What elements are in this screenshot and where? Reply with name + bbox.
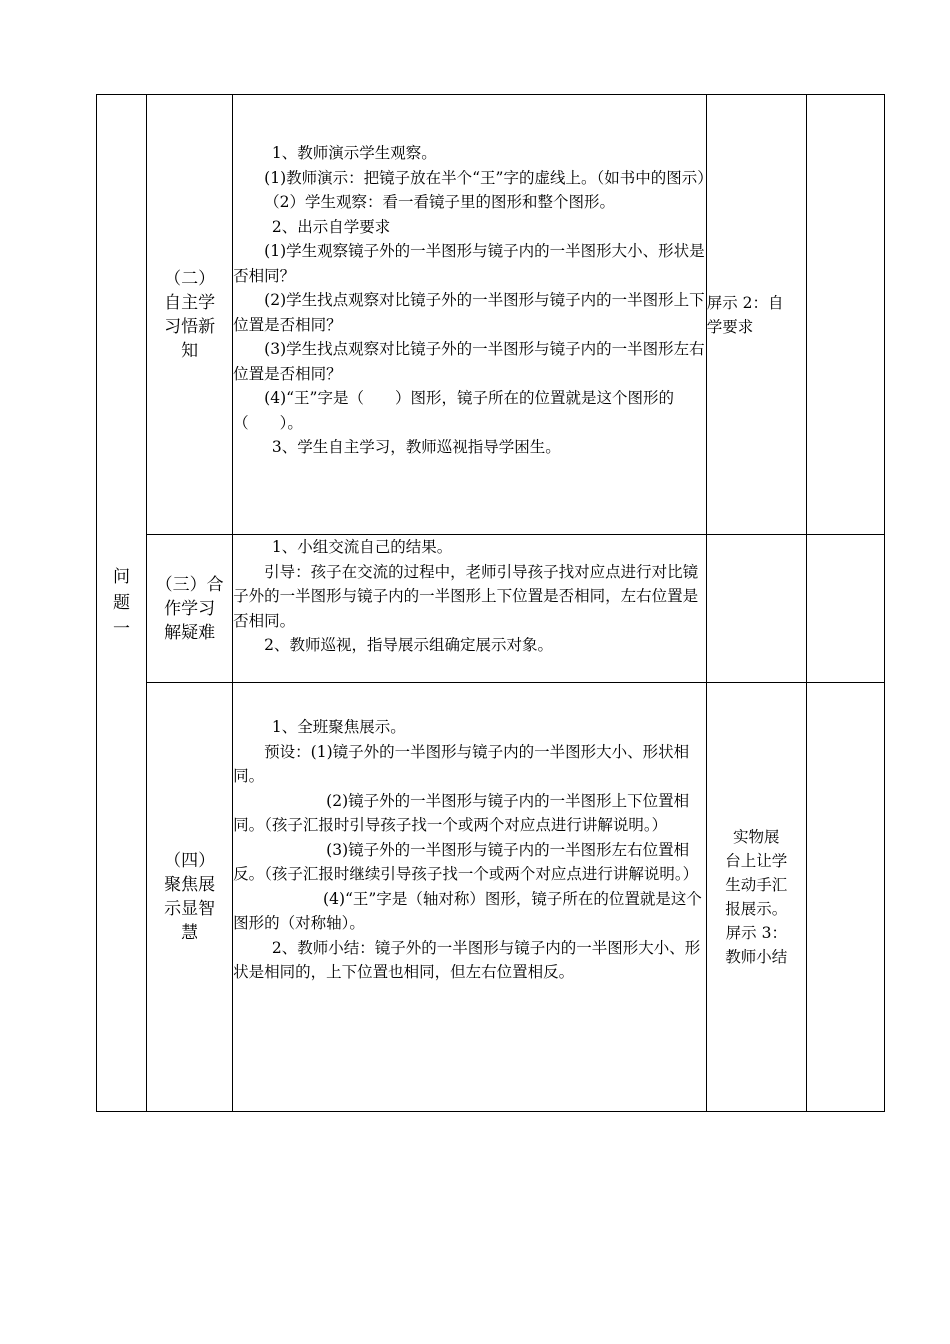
content-paragraph: 1、全班聚焦展示。	[271, 718, 406, 736]
content-paragraph: (3)学生找点观察对比镜子外的一半图形与镜子内的一半图形左右位置是否相同？	[233, 340, 705, 383]
section-title-line: （四）	[164, 851, 216, 871]
table-row	[97, 683, 885, 1112]
note-line: 生动手汇	[725, 876, 788, 894]
section-title-line: 聚焦展	[164, 875, 216, 895]
section-title-cell	[147, 95, 233, 535]
section-title-cell	[147, 535, 233, 683]
content-paragraph: 2、教师小结：镜子外的一半图形与镜子内的一半图形大小、形状是相同的，上下位置也相同，但左右位置相反。	[233, 938, 701, 981]
section-note-cell	[706, 95, 806, 535]
content-paragraph: (3)镜子外的一半图形与镜子内的一半图形左右位置相反。（孩子汇报时继续引导孩子找一个或两个对应点进行讲解说明。）	[233, 840, 699, 883]
note-line: 教师小结	[725, 948, 788, 966]
row-label-char: 题	[113, 593, 131, 613]
note-line: 实物展	[733, 828, 780, 846]
content-paragraph: (4)“王”字是（ ）图形，镜子所在的位置就是这个图形的（ ）。	[233, 389, 674, 432]
content-paragraph: （2）学生观察：看一看镜子里的图形和整个图形。	[264, 193, 616, 211]
content-paragraph: 3、学生自主学习，教师巡视指导学困生。	[271, 438, 561, 456]
content-paragraph: 预设：(1)镜子外的一半图形与镜子内的一半图形大小、形状相同。	[233, 742, 690, 785]
content-paragraph: (2)镜子外的一半图形与镜子内的一半图形上下位置相同。（孩子汇报时引导孩子找一个或两个对应点进行讲解说明。）	[233, 791, 690, 834]
section-title-cell	[147, 683, 233, 1112]
content-paragraph: (1)学生观察镜子外的一半图形与镜子内的一半图形大小、形状是否相同？	[233, 242, 705, 285]
table-row	[97, 95, 885, 535]
note-line: 台上让学	[725, 852, 788, 870]
empty-cell	[806, 535, 884, 683]
section-title-line: 知	[181, 340, 199, 361]
content-paragraph: 引导：孩子在交流的过程中，老师引导孩子找对应点进行对比镜子外的一半图形与镜子内的一半图形上下位置是否相同，左右位置是否相同。	[233, 562, 699, 630]
section-title-line: 慧	[181, 923, 199, 943]
section-title-line: 解疑难	[164, 622, 216, 643]
content-paragraph: 2、教师巡视，指导展示组确定展示对象。	[264, 636, 554, 654]
row-label-char: 一	[113, 619, 131, 639]
content-paragraph: 1、小组交流自己的结果。	[271, 538, 453, 556]
section-content-cell	[233, 683, 707, 1112]
section-title-line: （三）合	[155, 574, 224, 595]
empty-cell	[806, 683, 884, 1112]
note-line: 屏示 2：自	[706, 293, 784, 312]
section-title-line: 自主学	[164, 292, 216, 313]
lesson-plan-table	[96, 94, 885, 1112]
section-title-line: 作学习	[164, 598, 216, 619]
section-title-line: 示显智	[164, 899, 216, 919]
section-note-cell	[706, 683, 806, 1112]
section-title-line: （二）	[164, 268, 216, 289]
content-paragraph: 2、出示自学要求	[271, 217, 391, 236]
section-content-cell	[233, 95, 713, 535]
content-paragraph: 1、教师演示学生观察。	[271, 144, 437, 162]
note-line: 报展示。	[725, 900, 788, 918]
content-paragraph: (4)“王”字是（轴对称）图形，镜子所在的位置就是这个图形的（对称轴）。	[233, 889, 702, 932]
content-paragraph: (2)学生找点观察对比镜子外的一半图形与镜子内的一半图形上下位置是否相同？	[233, 291, 705, 334]
empty-cell	[806, 95, 884, 535]
row-label-char: 问	[113, 567, 131, 587]
content-paragraph: (1)教师演示：把镜子放在半个“王”字的虚线上。（如书中的图示）	[264, 168, 713, 187]
row-category-cell	[97, 95, 147, 1112]
section-title-line: 习悟新	[164, 316, 216, 337]
note-line: 学要求	[706, 317, 754, 336]
section-content-cell	[233, 535, 707, 683]
empty-cell	[706, 535, 806, 683]
table-row	[97, 535, 885, 683]
note-line: 屏示 3：	[725, 924, 787, 942]
